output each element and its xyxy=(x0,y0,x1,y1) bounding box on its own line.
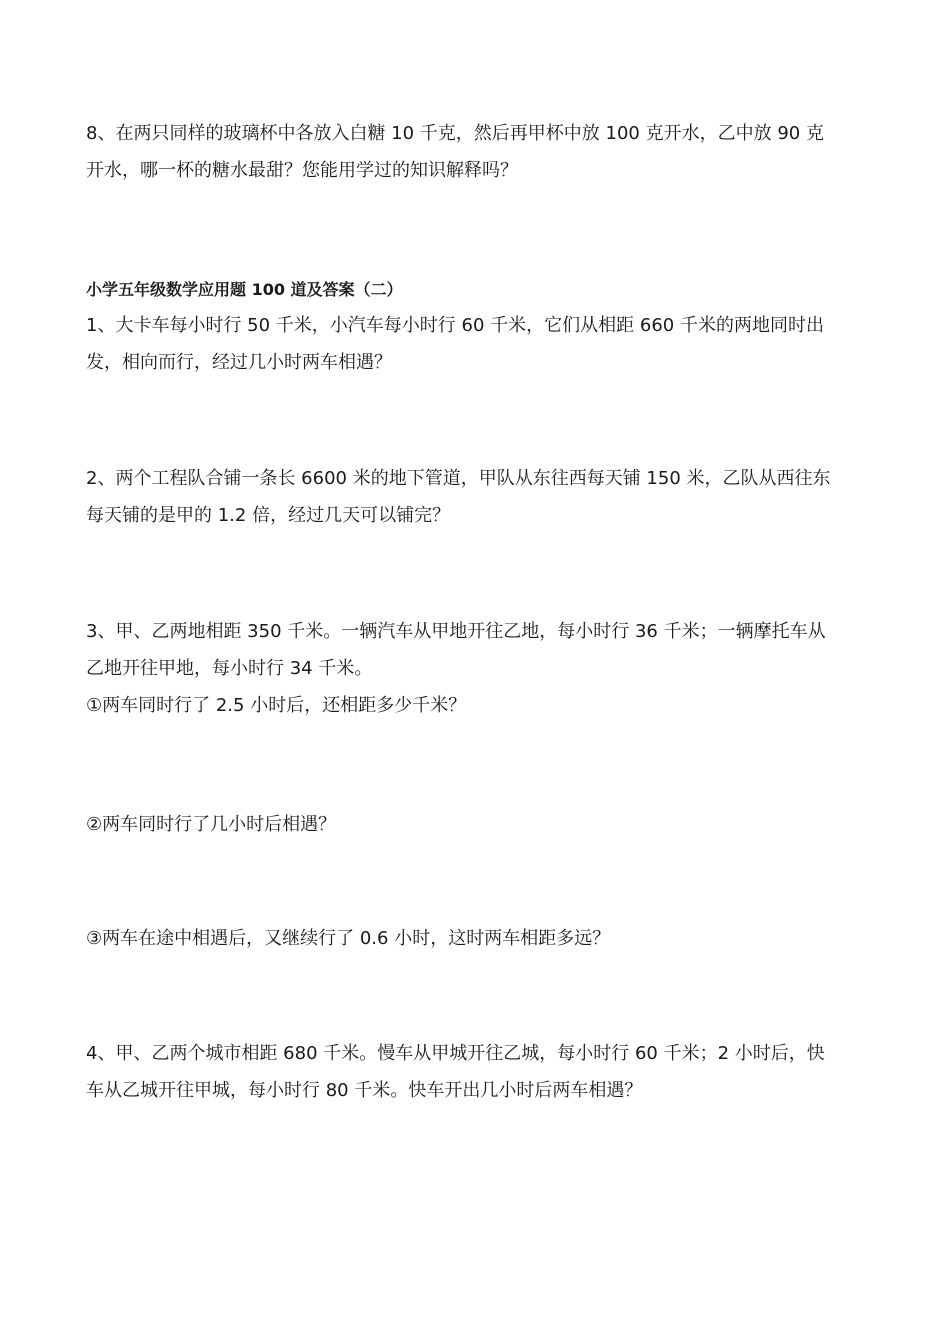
problem-2-line-2: 每天铺的是甲的 1.2 倍，经过几天可以铺完？ xyxy=(86,505,451,526)
problem-1 xyxy=(86,307,876,381)
question-8-line-1: 8、在两只同样的玻璃杯中各放入白糖 10 千克，然后再甲杯中放 100 克开水，乙中放 90 克 xyxy=(86,123,824,144)
problem-2-line-1: 2、两个工程队合铺一条长 6600 米的地下管道，甲队从东往西每天铺 150 米，乙队从西往东 xyxy=(86,468,831,489)
question-8-line-2: 开水，哪一杯的糖水最甜？您能用学过的知识解释吗？ xyxy=(86,160,518,181)
problem-4-line-2: 车从乙城开往甲城，每小时行 80 千米。快车开出几小时后两车相遇？ xyxy=(86,1080,643,1101)
problem-1-line-2: 发，相向而行，经过几小时两车相遇？ xyxy=(86,352,392,373)
problem-3-line-1: 3、甲、乙两地相距 350 千米。一辆汽车从甲地开往乙地，每小时行 36 千米；一辆摩托车从 xyxy=(86,621,826,642)
problem-3-sub-1: ①两车同时行了 2.5 小时后，还相距多少千米？ xyxy=(86,695,467,716)
problem-3-sub-2: ②两车同时行了几小时后相遇？ xyxy=(86,814,337,835)
problem-3-sub-3: ③两车在途中相遇后，又继续行了 0.6 小时，这时两车相距多远？ xyxy=(86,928,611,949)
problem-2 xyxy=(86,460,876,534)
problem-1-line-1: 1、大卡车每小时行 50 千米，小汽车每小时行 60 千米，它们从相距 660 千米的两地同时出 xyxy=(86,315,824,336)
problem-3-sub-2-block xyxy=(86,806,876,843)
problem-4-line-1: 4、甲、乙两个城市相距 680 千米。慢车从甲城开往乙城，每小时行 60 千米；2 小时后，快 xyxy=(86,1043,825,1064)
question-8 xyxy=(86,115,876,189)
problem-3 xyxy=(86,613,876,724)
problem-3-sub-3-block xyxy=(86,920,876,957)
problem-4 xyxy=(86,1035,876,1109)
section-title: 小学五年级数学应用题 100 道及答案（二） xyxy=(86,280,403,299)
problem-3-line-2: 乙地开往甲地，每小时行 34 千米。 xyxy=(86,658,373,679)
